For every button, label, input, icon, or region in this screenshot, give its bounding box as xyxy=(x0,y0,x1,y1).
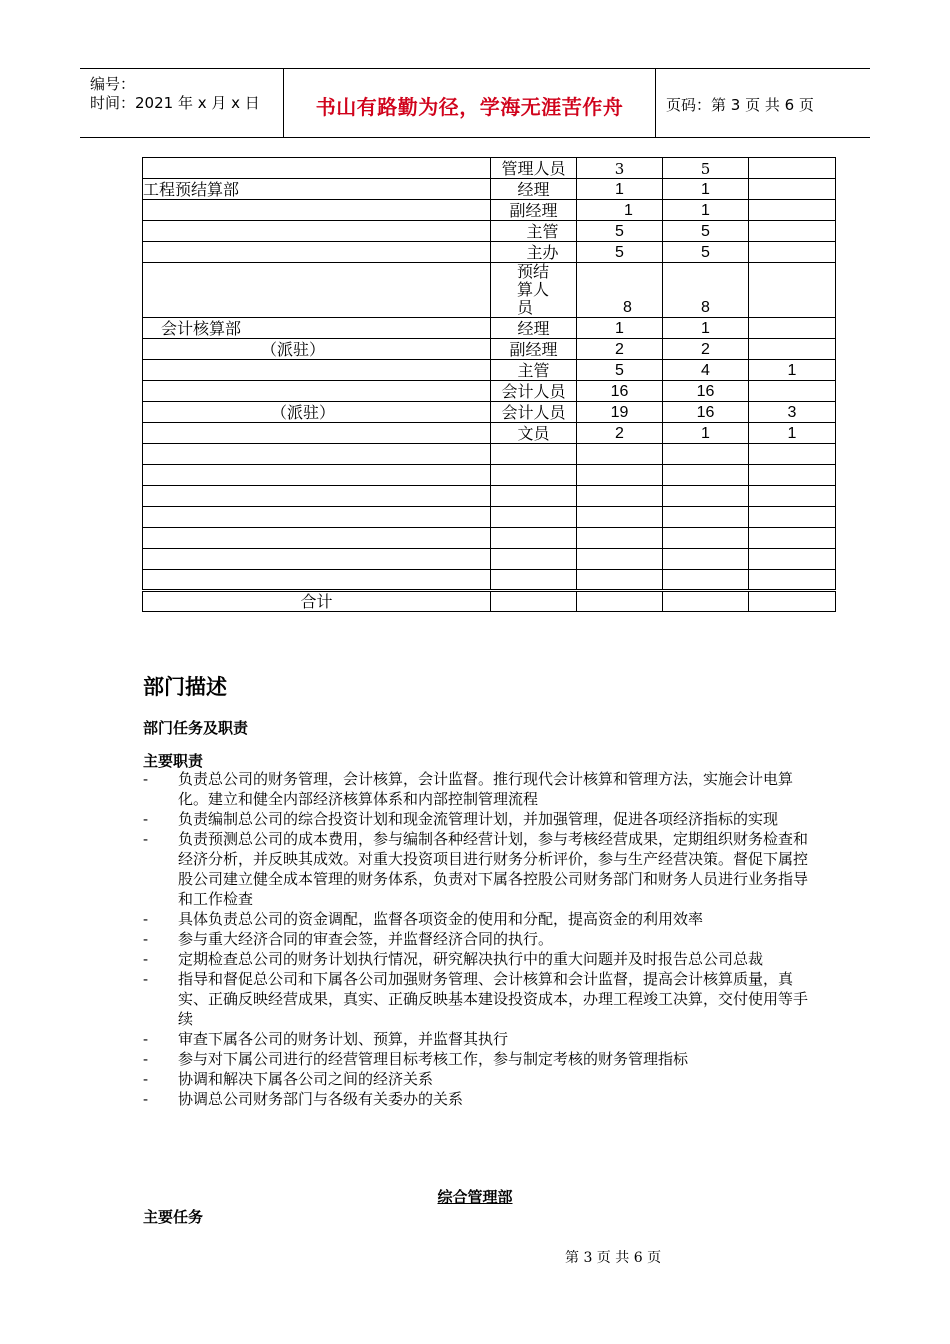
table-cell-value: 1 xyxy=(663,200,749,221)
table-cell-value: 2 xyxy=(577,423,663,444)
table-cell-value: 5 xyxy=(663,242,749,263)
table-cell-value xyxy=(749,263,836,318)
table-cell-role: 主办 xyxy=(491,242,577,263)
table-cell-value: 1 xyxy=(663,179,749,200)
table-cell-value: 5 xyxy=(577,221,663,242)
table-row xyxy=(143,423,836,444)
bullet-dash: - xyxy=(143,1090,149,1108)
table-cell-role: 副经理 xyxy=(491,339,577,360)
list-item xyxy=(143,829,813,909)
table-row xyxy=(143,179,836,200)
table-cell-value: 1 xyxy=(577,200,663,221)
table-cell-value: 1 xyxy=(663,423,749,444)
table-row xyxy=(143,221,836,242)
next-section-title-wrap xyxy=(0,1186,950,1207)
table-cell-value xyxy=(749,179,836,200)
table-cell-value: 4 xyxy=(663,360,749,381)
table-cell-value: 2 xyxy=(663,339,749,360)
table-cell-dept xyxy=(143,221,491,242)
table-cell-value xyxy=(749,242,836,263)
table-cell-dept xyxy=(143,263,491,318)
header-motto-cell xyxy=(284,69,656,137)
duty-text: 指导和督促总公司和下属各公司加强财务管理、会计核算和会计监督，提高会计核算质量，真实、正确反映经营成果，真实、正确反映基本建设投资成本，办理工程竣工决算，交付使用等手续 xyxy=(178,970,809,1028)
table-cell-value xyxy=(749,158,836,179)
table-cell-value: 2 xyxy=(577,339,663,360)
table-row-empty xyxy=(143,486,836,507)
table-row-empty xyxy=(143,444,836,465)
page-header xyxy=(80,68,870,138)
table-cell-value: 5 xyxy=(663,158,749,179)
duty-text: 参与重大经济合同的审查会签，并监督经济合同的执行。 xyxy=(178,930,554,948)
table-cell-role: 管理人员 xyxy=(491,158,577,179)
table-cell-role: 会计人员 xyxy=(491,402,577,423)
table-row-empty xyxy=(143,570,836,591)
list-item xyxy=(143,1029,813,1049)
list-item xyxy=(143,909,813,929)
table-row xyxy=(143,360,836,381)
list-item xyxy=(143,969,813,1029)
table-cell-dept xyxy=(143,381,491,402)
section-title: 部门描述 xyxy=(143,675,227,699)
list-item xyxy=(143,809,813,829)
table-cell-value: 19 xyxy=(577,402,663,423)
list-item xyxy=(143,1069,813,1089)
table-cell-role: 主管 xyxy=(491,221,577,242)
table-row xyxy=(143,242,836,263)
table-cell-dept: （派驻） xyxy=(143,402,491,423)
table-row xyxy=(143,318,836,339)
table-row-empty xyxy=(143,507,836,528)
table-cell-role: 经理 xyxy=(491,179,577,200)
list-item xyxy=(143,949,813,969)
table-cell-dept xyxy=(143,200,491,221)
duty-text: 参与对下属公司进行的经营管理目标考核工作，参与制定考核的财务管理指标 xyxy=(178,1050,689,1068)
table-row-empty xyxy=(143,549,836,570)
bullet-dash: - xyxy=(143,770,149,788)
bullet-dash: - xyxy=(143,1070,149,1088)
section-subtitle: 部门任务及职责 xyxy=(143,719,249,737)
table-row xyxy=(143,158,836,179)
next-section-title: 综合管理部 xyxy=(437,1188,513,1206)
table-cell-value xyxy=(749,221,836,242)
table-cell-dept xyxy=(143,360,491,381)
table-cell-role: 会计人员 xyxy=(491,381,577,402)
table-cell-dept: 工程预结算部 xyxy=(143,179,491,200)
table-cell-value: 3 xyxy=(749,402,836,423)
table-cell-value: 8 xyxy=(663,263,749,318)
bullet-dash: - xyxy=(143,950,149,968)
table-cell-value: 16 xyxy=(577,381,663,402)
table-total-row xyxy=(143,591,836,612)
bullet-dash: - xyxy=(143,810,149,828)
table-cell-value: 8 xyxy=(577,263,663,318)
duty-text: 具体负责总公司的资金调配，监督各项资金的使用和分配，提高资金的利用效率 xyxy=(178,910,704,928)
table-cell-value: 3 xyxy=(577,158,663,179)
table-row xyxy=(143,263,836,318)
table-cell-role: 副经理 xyxy=(491,200,577,221)
table-cell-dept xyxy=(143,158,491,179)
footer-page-number: 第 3 页 共 6 页 xyxy=(565,1250,662,1266)
task-heading: 主要任务 xyxy=(143,1208,204,1226)
table-cell-dept: 会计核算部 xyxy=(143,318,491,339)
doc-date-label: 时间：2021 年 x 月 x 日 xyxy=(90,94,260,112)
duty-text: 定期检查总公司的财务计划执行情况，研究解决执行中的重大问题并及时报告总公司总裁 xyxy=(178,950,764,968)
table-row xyxy=(143,339,836,360)
duties-list xyxy=(143,769,813,1109)
table-row xyxy=(143,402,836,423)
list-item xyxy=(143,769,813,809)
table-cell-value xyxy=(749,339,836,360)
list-item xyxy=(143,929,813,949)
header-page-info: 页码：第 3 页 共 6 页 xyxy=(666,96,814,114)
table-cell-value xyxy=(749,381,836,402)
duty-text: 审查下属各公司的财务计划、预算，并监督其执行 xyxy=(178,1030,509,1048)
header-meta-cell xyxy=(80,69,284,137)
table-cell-value: 1 xyxy=(577,179,663,200)
table-cell-dept: （派驻） xyxy=(143,339,491,360)
table-cell-value xyxy=(749,200,836,221)
table-cell-value: 1 xyxy=(577,318,663,339)
table-cell-value: 1 xyxy=(749,423,836,444)
bullet-dash: - xyxy=(143,1030,149,1048)
table-cell-dept xyxy=(143,423,491,444)
table-cell-role: 主管 xyxy=(491,360,577,381)
header-page-cell xyxy=(656,69,870,137)
table-cell-value: 16 xyxy=(663,402,749,423)
bullet-dash: - xyxy=(143,910,149,928)
table-row-empty xyxy=(143,528,836,549)
table-cell-value: 5 xyxy=(663,221,749,242)
bullet-dash: - xyxy=(143,970,149,988)
table-cell-role: 文员 xyxy=(491,423,577,444)
duty-text: 协调总公司财务部门与各级有关委办的关系 xyxy=(178,1090,464,1108)
table-row xyxy=(143,200,836,221)
table-cell-value: 5 xyxy=(577,242,663,263)
bullet-dash: - xyxy=(143,830,149,848)
table-cell-role: 预结算人员 xyxy=(491,263,577,318)
duty-text: 负责预测总公司的成本费用，参与编制各种经营计划，参与考核经营成果，定期组织财务检查和经济分析，并反映其成效。对重大投资项目进行财务分析评价，参与生产经营决策。督促下属控股公司建立健全成本管理的财务体系，负责对下属各控股公司财务部门和财务人员进行业务指导和工作检查 xyxy=(178,830,809,908)
table-cell-value xyxy=(749,318,836,339)
staffing-table xyxy=(142,157,836,612)
list-item xyxy=(143,1089,813,1109)
table-row-empty xyxy=(143,465,836,486)
table-cell-value: 16 xyxy=(663,381,749,402)
header-motto: 书山有路勤为径，学海无涯苦作舟 xyxy=(315,95,624,119)
total-label: 合计 xyxy=(143,591,491,612)
table-cell-value: 5 xyxy=(577,360,663,381)
table-cell-value: 1 xyxy=(663,318,749,339)
bullet-dash: - xyxy=(143,930,149,948)
table-cell-role: 经理 xyxy=(491,318,577,339)
table-cell-value: 1 xyxy=(749,360,836,381)
duty-text: 负责编制总公司的综合投资计划和现金流管理计划，并加强管理，促进各项经济指标的实现 xyxy=(178,810,779,828)
table-cell-dept xyxy=(143,242,491,263)
duty-text: 负责总公司的财务管理，会计核算，会计监督。推行现代会计核算和管理方法，实施会计电算化。建立和健全内部经济核算体系和内部控制管理流程 xyxy=(178,770,794,808)
bullet-dash: - xyxy=(143,1050,149,1068)
table-row xyxy=(143,381,836,402)
list-item xyxy=(143,1049,813,1069)
duties-heading: 主要职责 xyxy=(143,752,204,770)
duty-text: 协调和解决下属各公司之间的经济关系 xyxy=(178,1070,434,1088)
doc-number-label: 编号： xyxy=(90,75,136,93)
